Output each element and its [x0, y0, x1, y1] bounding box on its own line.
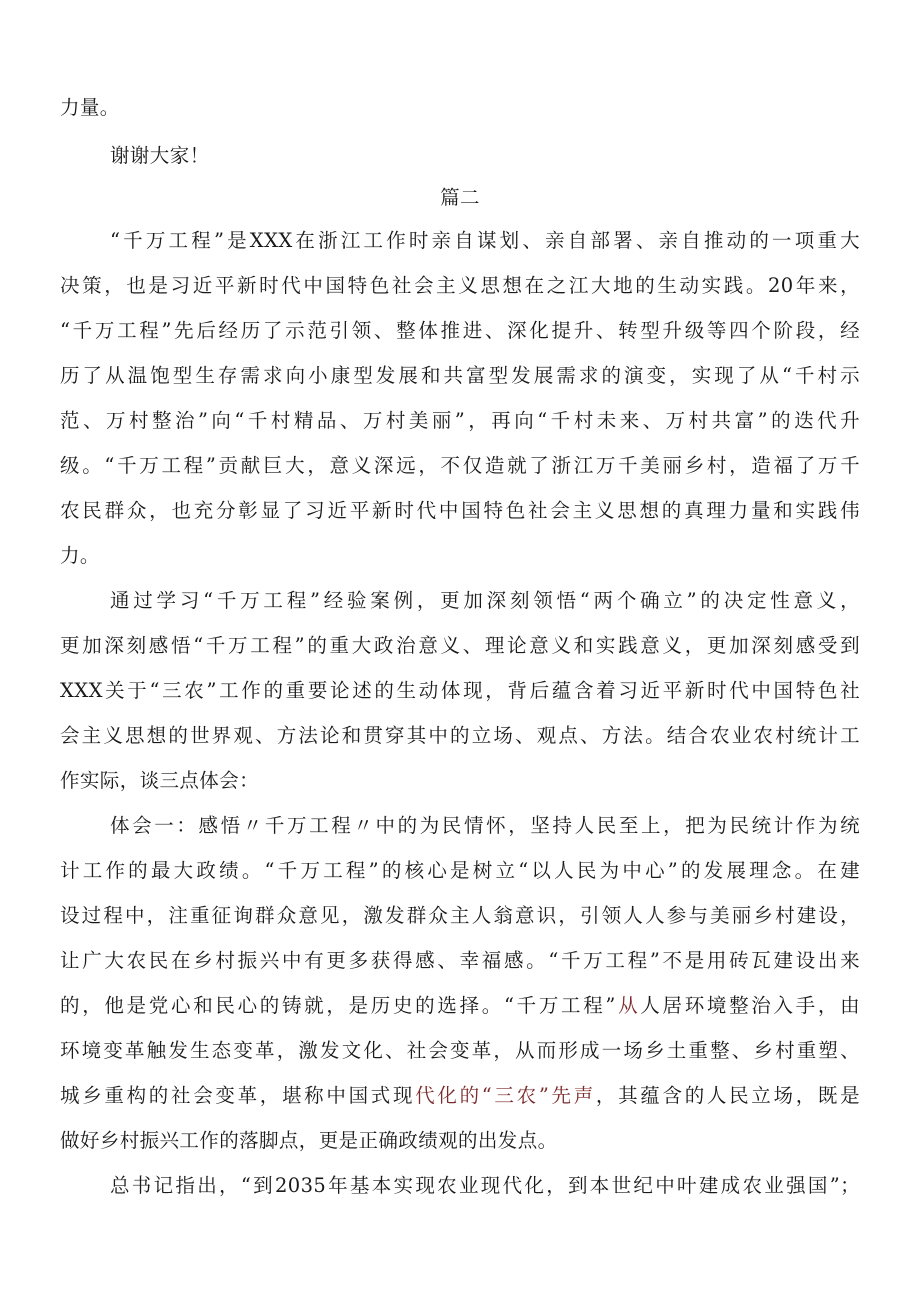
text-line: 农民群众，也充分彰显了习近平新时代中国特色社会主义思想的真理力量和实践伟 [60, 499, 860, 522]
text-line: 更加深刻感悟“千万工程”的重大政治意义、理论意义和实践意义，更加深刻感受到 [60, 634, 860, 657]
text-line: 设过程中，注重征询群众意见，激发群众主人翁意识，引领人人参与美丽乡村建设， [60, 904, 860, 927]
text-line: 环境变革触发生态变革，激发文化、社会变革，从而形成一场乡土重整、乡村重塑、 [60, 1039, 860, 1062]
text-line: 力量。 [60, 96, 120, 119]
text-line: 历了从温饱型生存需求向小康型发展和共富型发展需求的演变，实现了从“千村示 [60, 364, 860, 387]
text-line [60, 986, 860, 1026]
text-line: 会主义思想的世界观、方法论和贯穿其中的立场、观点、方法。结合农业农村统计工 [60, 724, 860, 747]
text-line: “千万工程”先后经历了示范引领、整体推进、深化提升、转型升级等四个阶段，经 [60, 319, 860, 342]
text-line: 作实际，谈三点体会： [60, 769, 260, 792]
text-run: 从 [615, 994, 641, 1017]
text-line: 力。 [60, 544, 100, 567]
text-line: 计工作的最大政绩。“千万工程”的核心是树立“以人民为中心”的发展理念。在建 [60, 859, 860, 882]
text-line: 范、万村整治”向“千村精品、万村美丽”，再向“千村未来、万村共富”的迭代升 [60, 409, 860, 432]
section-heading: 篇二 [440, 186, 480, 209]
text-line: “千万工程”是XXX在浙江工作时亲自谋划、亲自部署、亲自推动的一项重大 [110, 229, 860, 252]
text-line: 体会一：感悟〃千万工程〃中的为民情怀，坚持人民至上，把为民统计作为统 [110, 814, 860, 837]
text-run: 代化的“三农”先声 [415, 1084, 596, 1107]
text-line: 级。“千万工程”贡献巨大，意义深远，不仅造就了浙江万千美丽乡村，造福了万千 [60, 454, 860, 477]
text-line: XXX关于“三农”工作的重要论述的生动体现，背后蕴含着习近平新时代中国特色社 [60, 679, 860, 702]
text-run: 的，他是党心和民心的铸就，是历史的选择。“千万工程” [60, 994, 616, 1017]
text-run: ，其蕴含的人民立场，既是 [595, 1084, 860, 1107]
text-line: 让广大农民在乡村振兴中有更多获得感、幸福感。“千万工程”不是用砖瓦建设出来 [60, 949, 860, 972]
closing-thanks: 谢谢大家！ [110, 144, 210, 167]
text-line: 决策，也是习近平新时代中国特色社会主义思想在之江大地的生动实践。20年来， [60, 274, 860, 297]
text-line [60, 1076, 860, 1116]
text-line: 总书记指出，“到2035年基本实现农业现代化，到本世纪中叶建成农业强国”； [110, 1174, 860, 1197]
text-run: 城乡重构的社会变革，堪称中国式现 [60, 1084, 416, 1107]
text-line: 做好乡村振兴工作的落脚点，更是正确政绩观的出发点。 [60, 1129, 558, 1152]
text-line: 通过学习“千万工程”经验案例，更加深刻领悟“两个确立”的决定性意义， [110, 589, 860, 612]
text-run: 人居环境整治入手，由 [640, 994, 860, 1017]
